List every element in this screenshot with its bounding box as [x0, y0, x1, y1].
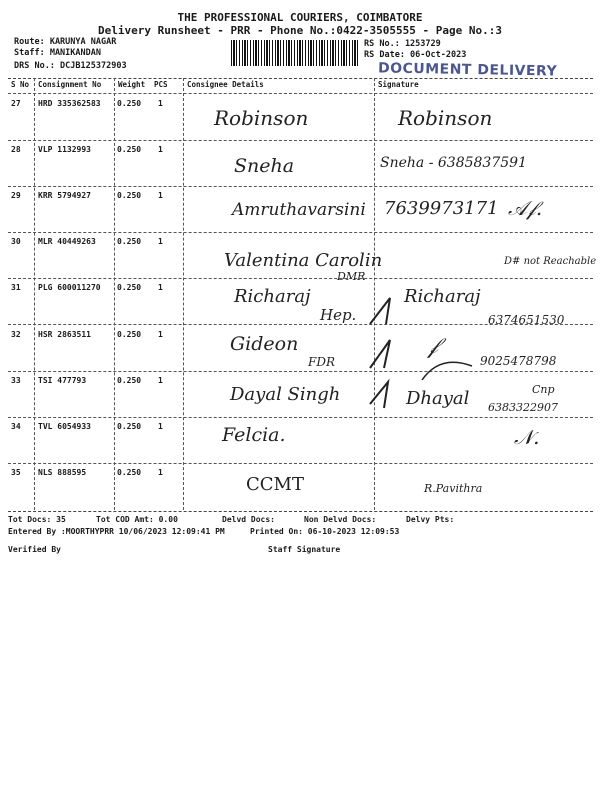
consignee-name: Dayal Singh	[230, 384, 341, 405]
total-cod-amount: Tot COD Amt: 0.00	[96, 515, 178, 524]
route-label: Route: KARUNYA NAGAR	[14, 37, 117, 47]
cell-sno: 28	[11, 145, 21, 154]
signature-handwritten: R.Pavithra	[424, 482, 483, 495]
cell-consignment: MLR 40449263	[38, 237, 96, 246]
col-divider	[114, 78, 115, 510]
phone-note: 9025478798	[480, 354, 557, 368]
cell-weight: 0.250	[117, 422, 142, 431]
col-divider	[183, 78, 184, 510]
runsheet-subtitle: Delivery Runsheet - PRR - Phone No.:0422-3505555 - Page No.:3	[98, 24, 502, 37]
signature-handwritten: Robinson	[398, 106, 493, 130]
row-divider	[8, 186, 593, 187]
margin-note: Cnp	[532, 383, 555, 396]
cell-sno: 31	[11, 283, 21, 292]
signature-scribble: 𝒻	[428, 334, 438, 359]
row-divider	[8, 463, 593, 464]
delivery-points: Delvy Pts:	[406, 515, 455, 524]
cell-sno: 33	[11, 376, 21, 385]
margin-note: Hep.	[320, 306, 357, 324]
consignee-name: Felcia.	[222, 424, 286, 446]
total-docs: Tot Docs: 35	[8, 515, 66, 524]
cell-pcs: 1	[158, 145, 163, 154]
consignee-name: Valentina Carolin	[224, 250, 383, 271]
col-header-consignment: Consignment No	[38, 80, 102, 89]
cell-sno: 34	[11, 422, 21, 431]
col-header-signature: Signature	[378, 80, 419, 89]
cell-weight: 0.250	[117, 330, 142, 339]
margin-note: FDR	[308, 355, 335, 369]
cell-consignment: HSR 2863511	[38, 330, 91, 339]
cell-pcs: 1	[158, 237, 163, 246]
col-header-weight: Weight	[118, 80, 146, 89]
rs-date: RS Date: 06-Oct-2023	[364, 50, 467, 60]
col-header-pcs: PCS	[154, 80, 168, 89]
col-header-consignee: Consignee Details	[187, 80, 264, 89]
document-delivery-stamp: DOCUMENT DELIVERY	[377, 60, 558, 80]
verified-by-label: Verified By	[8, 545, 61, 554]
cell-weight: 0.250	[117, 237, 142, 246]
consignee-name: Richaraj	[234, 286, 311, 307]
cell-pcs: 1	[158, 468, 163, 477]
cell-pcs: 1	[158, 99, 163, 108]
signature-handwritten: 7639973171	[384, 198, 499, 219]
cell-pcs: 1	[158, 376, 163, 385]
cell-sno: 30	[11, 237, 21, 246]
consignee-name: Amruthavarsini	[232, 200, 366, 220]
cell-weight: 0.250	[117, 99, 142, 108]
cell-sno: 27	[11, 99, 21, 108]
barcode-image	[231, 40, 359, 66]
cell-pcs: 1	[158, 191, 163, 200]
phone-note: 6374651530	[488, 313, 565, 327]
handwritten-strokes	[360, 284, 600, 424]
cell-consignment: VLP 1132993	[38, 145, 91, 154]
phone-note: 6383322907	[488, 401, 558, 414]
company-title: THE PROFESSIONAL COURIERS, COIMBATORE	[177, 11, 423, 24]
cell-sno: 32	[11, 330, 21, 339]
staff-label: Staff: MANIKANDAN	[14, 48, 101, 58]
cell-weight: 0.250	[117, 283, 142, 292]
cell-consignment: PLG 600011270	[38, 283, 101, 292]
cell-weight: 0.250	[117, 191, 142, 200]
cell-weight: 0.250	[117, 468, 142, 477]
signature-handwritten: Dhayal	[406, 388, 470, 409]
signature-scribble: 𝒩.	[514, 425, 540, 449]
signature-handwritten: Sneha - 6385837591	[380, 155, 527, 171]
col-header-sno: S No	[11, 80, 30, 89]
drs-number: DRS No.: DCJB125372903	[14, 61, 127, 71]
consignee-name: Sneha	[234, 155, 295, 177]
consignee-name: CCMT	[246, 474, 304, 495]
cell-pcs: 1	[158, 330, 163, 339]
signature-handwritten: Richaraj	[404, 286, 481, 307]
cell-pcs: 1	[158, 422, 163, 431]
cell-consignment: KRR 5794927	[38, 191, 91, 200]
rs-number: RS No.: 1253729	[364, 39, 441, 49]
row-divider	[8, 93, 593, 94]
col-divider	[34, 78, 35, 510]
row-divider	[8, 232, 593, 233]
row-divider	[8, 278, 593, 279]
cell-consignment: TVL 6054933	[38, 422, 91, 431]
delivery-note: D# not Reachable	[504, 256, 597, 267]
staff-signature-label: Staff Signature	[268, 545, 341, 554]
non-delivered-docs: Non Delvd Docs:	[304, 515, 377, 524]
consignee-name: Gideon	[230, 333, 299, 355]
margin-note: DMR	[337, 270, 366, 283]
row-divider	[8, 140, 593, 141]
cell-weight: 0.250	[117, 145, 142, 154]
delivered-docs: Delvd Docs:	[222, 515, 275, 524]
cell-sno: 35	[11, 468, 21, 477]
cell-sno: 29	[11, 191, 21, 200]
cell-pcs: 1	[158, 283, 163, 292]
printed-on: Printed On: 06-10-2023 12:09:53	[250, 527, 400, 536]
cell-consignment: HRD 335362583	[38, 99, 101, 108]
entered-by: Entered By :MOORTHYPRR 10/06/2023 12:09:41 PM	[8, 527, 225, 536]
cell-consignment: NLS 888595	[38, 468, 87, 477]
signature-scribble: 𝒜𝒻.	[508, 196, 543, 220]
cell-weight: 0.250	[117, 376, 142, 385]
cell-consignment: TSI 477793	[38, 376, 87, 385]
consignee-name: Robinson	[214, 106, 309, 130]
